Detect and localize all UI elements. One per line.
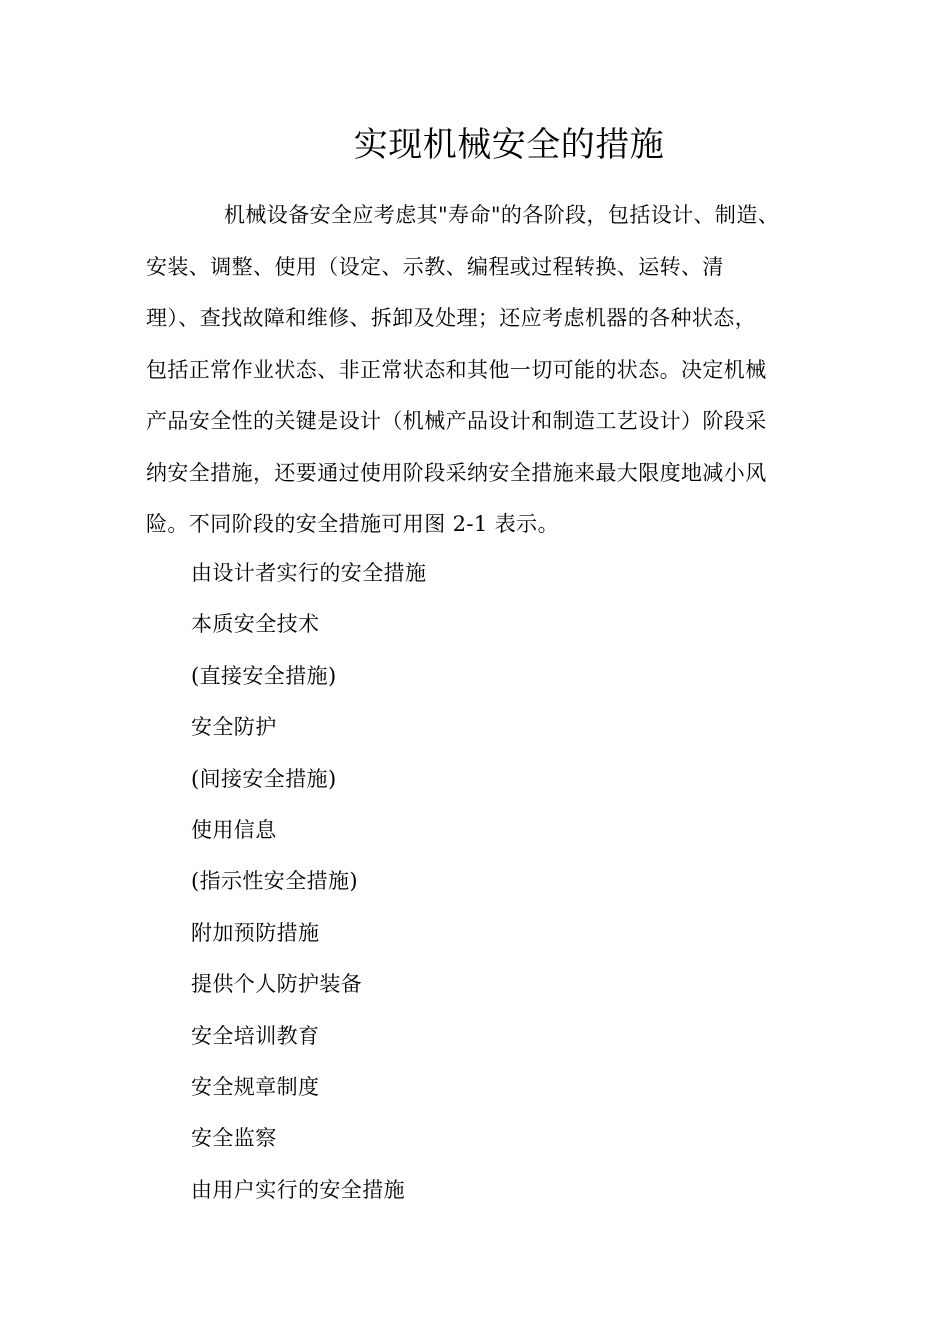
safety-measures-list — [191, 548, 791, 1216]
document-title: 实现机械安全的措施 — [353, 125, 665, 165]
list-item: 提供个人防护装备 — [191, 972, 363, 997]
paragraph-line: 机械设备安全应考虑其"寿命"的各阶段，包括设计、制造、 — [224, 203, 780, 227]
list-item: 由用户实行的安全措施 — [191, 1177, 405, 1202]
list-item: 附加预防措施 — [191, 920, 320, 945]
list-item: 安全规章制度 — [191, 1074, 320, 1099]
paragraph-line: 险。不同阶段的安全措施可用图 2-1 表示。 — [146, 512, 559, 536]
paragraph-line: 理）、查找故障和维修、拆卸及处理；还应考虑机器的各种状态， — [146, 306, 757, 330]
list-item: 安全防护 — [191, 715, 277, 740]
list-item: 安全培训教育 — [191, 1023, 320, 1048]
list-item: 安全监察 — [191, 1126, 277, 1151]
intro-paragraph — [146, 190, 800, 551]
list-item: 使用信息 — [191, 817, 277, 842]
paragraph-line: 纳安全措施，还要通过使用阶段采纳安全措施来最大限度地减小风 — [146, 460, 767, 485]
list-item: 本质安全技术 — [191, 612, 320, 637]
list-item: (指示性安全措施) — [191, 869, 358, 894]
paragraph-line: 产品安全性的关键是设计（机械产品设计和制造工艺设计）阶段采 — [146, 409, 767, 433]
paragraph-line: 安装、调整、使用（设定、示教、编程或过程转换、运转、清 — [146, 254, 724, 279]
list-item: (直接安全措施) — [191, 663, 337, 688]
list-item: (间接安全措施) — [191, 766, 337, 791]
list-item: 由设计者实行的安全措施 — [191, 561, 427, 585]
paragraph-line: 包括正常作业状态、非正常状态和其他一切可能的状态。决定机械 — [146, 357, 767, 382]
